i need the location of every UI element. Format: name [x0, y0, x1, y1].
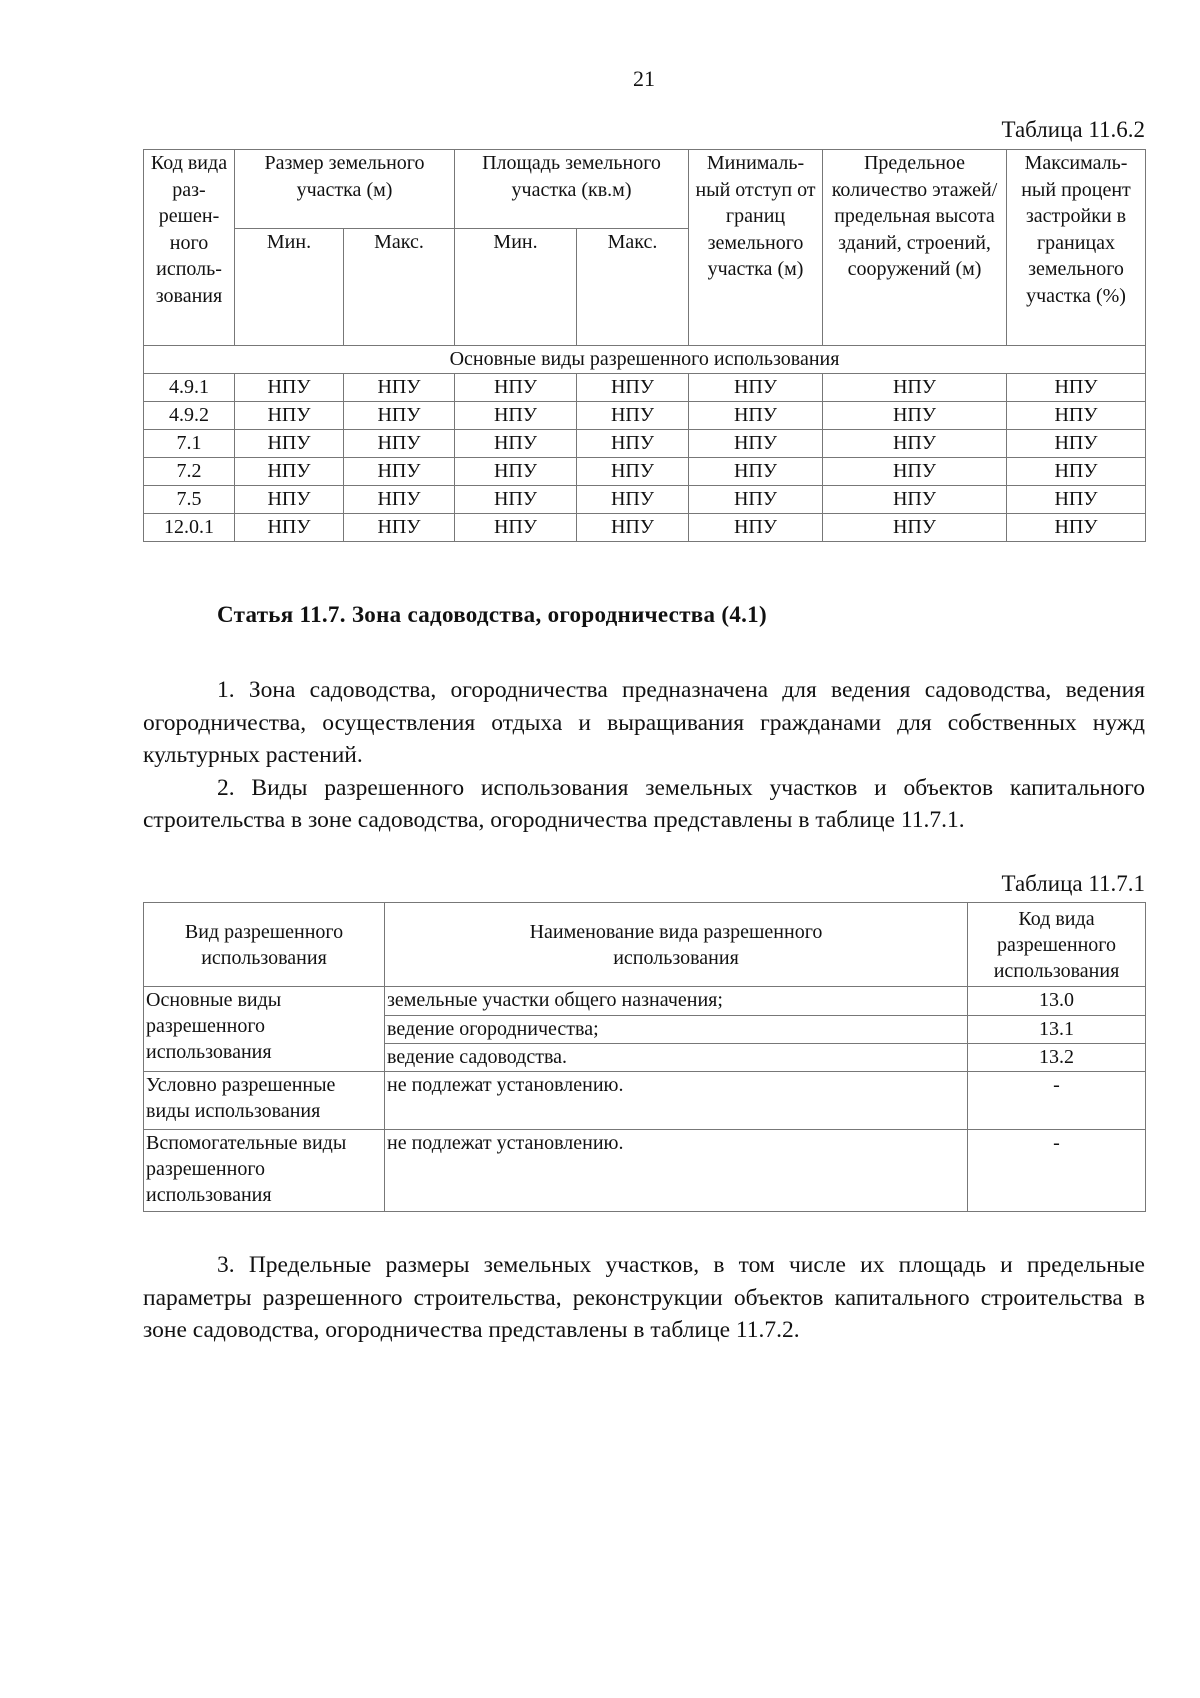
- row-value: НПУ: [1007, 402, 1146, 430]
- table-row: [144, 458, 1146, 486]
- article-heading: Статья 11.7. Зона садоводства, огородничества (4.1): [217, 602, 767, 627]
- use-code: -: [968, 1130, 1146, 1212]
- row-value: НПУ: [823, 486, 1007, 514]
- row-value: НПУ: [823, 458, 1007, 486]
- row-value: НПУ: [823, 514, 1007, 542]
- header-area: Площадь земельного участка (кв.м): [455, 150, 689, 229]
- row-value: НПУ: [577, 458, 689, 486]
- row-code: 12.0.1: [144, 514, 235, 542]
- row-value: НПУ: [1007, 430, 1146, 458]
- table-row: [144, 1072, 1146, 1130]
- row-value: НПУ: [344, 458, 455, 486]
- header-code: Код вида раз-решен-ного исполь-зования: [144, 150, 235, 346]
- header-floors: Предельное количество этажей/ предельная высота зданий, строений, сооружений (м): [823, 150, 1007, 346]
- use-code: 13.2: [968, 1044, 1146, 1072]
- use-name: ведение огородничества;: [385, 1016, 968, 1044]
- row-value: НПУ: [1007, 514, 1146, 542]
- table-caption: Таблица 11.7.1: [1001, 871, 1145, 896]
- limits-table: [143, 149, 1146, 542]
- permitted-use-table: [143, 902, 1146, 1212]
- table-row: [144, 402, 1146, 430]
- header-size-max: Макс.: [344, 229, 455, 346]
- row-value: НПУ: [689, 514, 823, 542]
- use-name: не подлежат установлению.: [385, 1130, 968, 1212]
- row-value: НПУ: [455, 430, 577, 458]
- paragraph-3: 3. Предельные размеры земельных участков, в том числе их площадь и предельные параметры разрешенного строительства, реконструкции объектов капитального строительства в зоне садоводства, огородничества представлены в таблице 11.7.2.: [143, 1252, 1145, 1343]
- row-value: НПУ: [689, 402, 823, 430]
- use-type: Вспомогательные виды разрешенного использования: [144, 1130, 385, 1212]
- table-row: [144, 486, 1146, 514]
- row-value: НПУ: [577, 402, 689, 430]
- row-value: НПУ: [455, 402, 577, 430]
- row-value: НПУ: [235, 402, 344, 430]
- paragraph-1: 1. Зона садоводства, огородничества предназначена для ведения садоводства, ведения огородничества, осуществления отдыха и выращивания гражданами для собственных нужд культурных растений.: [143, 677, 1145, 768]
- row-code: 4.9.1: [144, 374, 235, 402]
- table-row: [144, 514, 1146, 542]
- header-type: Вид разрешенного использования: [144, 903, 385, 987]
- row-value: НПУ: [823, 430, 1007, 458]
- row-value: НПУ: [577, 486, 689, 514]
- row-code: 7.2: [144, 458, 235, 486]
- row-value: НПУ: [689, 374, 823, 402]
- row-value: НПУ: [577, 514, 689, 542]
- row-value: НПУ: [455, 514, 577, 542]
- use-type: Основные виды разрешенного использования: [144, 987, 385, 1072]
- header-size-min: Мин.: [235, 229, 344, 346]
- row-value: НПУ: [344, 514, 455, 542]
- row-value: НПУ: [235, 486, 344, 514]
- row-value: НПУ: [455, 486, 577, 514]
- row-value: НПУ: [577, 430, 689, 458]
- row-value: НПУ: [344, 430, 455, 458]
- row-value: НПУ: [577, 374, 689, 402]
- row-value: НПУ: [823, 402, 1007, 430]
- use-name: не подлежат установлению.: [385, 1072, 968, 1130]
- row-value: НПУ: [235, 374, 344, 402]
- row-value: НПУ: [235, 430, 344, 458]
- header-name: Наименование вида разрешенного использования: [385, 903, 968, 987]
- header-area-min: Мин.: [455, 229, 577, 346]
- table-caption: Таблица 11.6.2: [1001, 117, 1145, 142]
- paragraph-2: 2. Виды разрешенного использования земельных участков и объектов капитального строительства в зоне садоводства, огородничества представлены в таблице 11.7.1.: [143, 774, 1145, 833]
- use-name: ведение садоводства.: [385, 1044, 968, 1072]
- use-type: Условно разрешенные виды использования: [144, 1072, 385, 1130]
- row-value: НПУ: [689, 486, 823, 514]
- paragraph-3-block: [143, 1249, 1145, 1347]
- row-value: НПУ: [1007, 374, 1146, 402]
- table-row: [144, 1130, 1146, 1212]
- use-name: земельные участки общего назначения;: [385, 987, 968, 1016]
- row-value: НПУ: [455, 458, 577, 486]
- header-percent: Максималь-ный процент застройки в границах земельного участка (%): [1007, 150, 1146, 346]
- row-value: НПУ: [689, 458, 823, 486]
- header-code: Код вида разрешенного использования: [968, 903, 1146, 987]
- row-value: НПУ: [344, 486, 455, 514]
- row-value: НПУ: [455, 374, 577, 402]
- row-value: НПУ: [344, 374, 455, 402]
- table-row: [144, 987, 1146, 1016]
- row-value: НПУ: [235, 514, 344, 542]
- header-size: Размер земельного участка (м): [235, 150, 455, 229]
- row-value: НПУ: [823, 374, 1007, 402]
- row-code: 4.9.2: [144, 402, 235, 430]
- section-row: Основные виды разрешенного использования: [144, 346, 1146, 374]
- header-setback: Минималь-ный отступ от границ земельного участка (м): [689, 150, 823, 346]
- row-value: НПУ: [235, 458, 344, 486]
- table-row: [144, 430, 1146, 458]
- row-code: 7.5: [144, 486, 235, 514]
- table-row: [144, 374, 1146, 402]
- row-value: НПУ: [1007, 486, 1146, 514]
- row-value: НПУ: [1007, 458, 1146, 486]
- row-value: НПУ: [344, 402, 455, 430]
- use-code: 13.0: [968, 987, 1146, 1016]
- header-area-max: Макс.: [577, 229, 689, 346]
- use-code: -: [968, 1072, 1146, 1130]
- use-code: 13.1: [968, 1016, 1146, 1044]
- page-number: 21: [633, 66, 655, 91]
- row-value: НПУ: [689, 430, 823, 458]
- row-code: 7.1: [144, 430, 235, 458]
- paragraphs-1-2: [143, 674, 1145, 837]
